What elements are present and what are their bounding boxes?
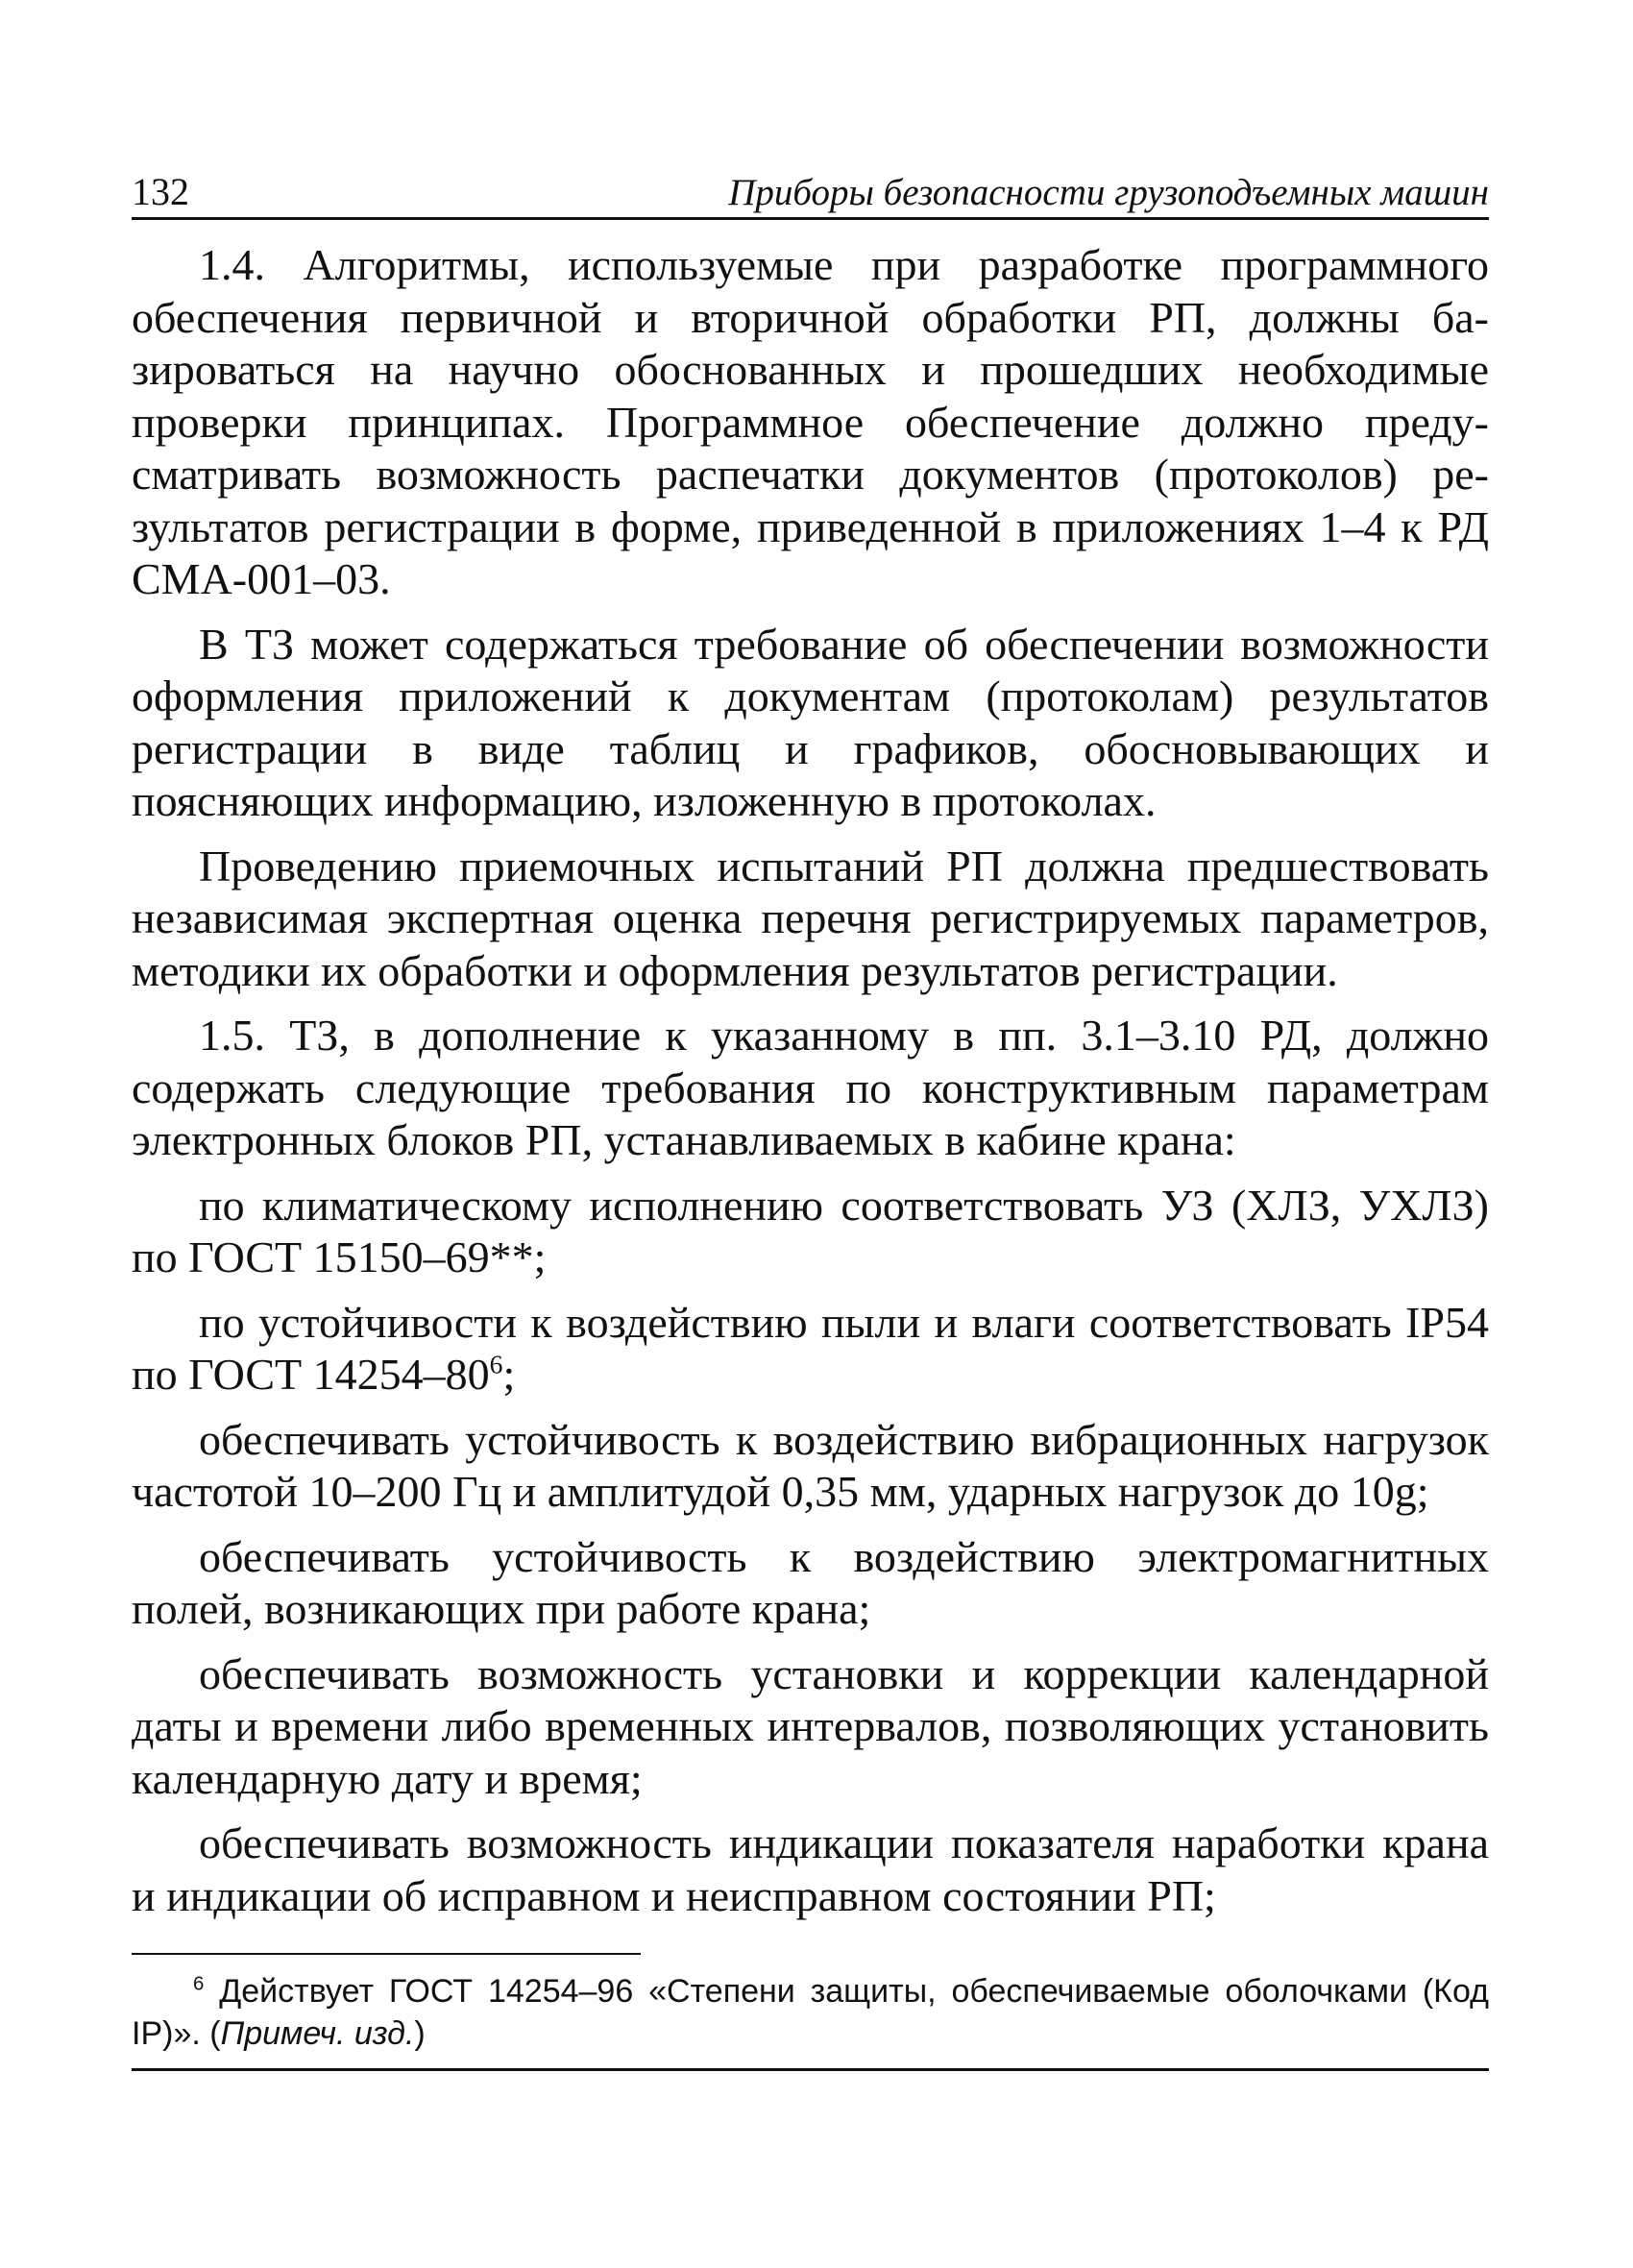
footnote-editor-note: Примеч. изд. (220, 2015, 415, 2052)
paragraph: Проведению приемочных испытаний РП должна предшествовать независимая экспертная оценка перечня регистрируемых параметров, методики их обработки и оформления результатов регистрации. (132, 841, 1489, 995)
paragraph: по климатическому исполнению соответствовать УЗ (ХЛЗ, УХЛЗ) по ГОСТ 15150–69**; (132, 1180, 1489, 1281)
paragraph: обеспечивать устойчивость к воздействию вибрационных нагрузок частотой 10–200 Гц и амплитудой 0,35 мм, ударных нагрузок до 10g; (132, 1414, 1489, 1516)
paragraph: 1.5. ТЗ, в дополнение к указанному в пп. 3.1–3.10 РД, должно содержать следующие требования по конструктивным параметрам электронных блоков РП, устанавливаемых в кабине крана: (132, 1011, 1489, 1164)
paragraph: В ТЗ может содержаться требование об обеспечении возможности оформления приложений к документам (протоколам) результатов регистрации в виде таблиц и графиков, обосновывающих и поясняющих информацию, изложенную в протоколах. (132, 619, 1489, 825)
footnote-close: ) (414, 2015, 426, 2052)
document-page (132, 163, 1489, 2071)
paragraph-ip54 (132, 1297, 1489, 1402)
paragraph-text-end: ; (502, 1350, 516, 1399)
bottom-divider (132, 2068, 1489, 2071)
paragraph: обеспечивать устойчивость к воздействию электромагнитных полей, возникающих при работе крана; (132, 1531, 1489, 1633)
footnote-marker: 6 (193, 1973, 205, 1995)
paragraph: обеспечивать возможность индикации показателя наработки крана и индикации об исправном и неисправном состоянии РП; (132, 1818, 1489, 1920)
paragraph: обеспечивать возможность установки и коррекции календарной даты и времени либо временных интервалов, позволяющих установить календарную дату и время; (132, 1648, 1489, 1803)
footnote-text: Действует ГОСТ 14254–96 «Степени защиты, обеспечиваемые оболочками (Код IP)». ( (132, 1973, 1489, 2052)
running-title: Приборы безопасности грузоподъемных машин (728, 172, 1489, 213)
page-number: 132 (132, 170, 189, 213)
paragraph-text: по устойчивости к воздействию пыли и влаги соответствовать IP54 по ГОСТ 14254–80 (132, 1297, 1489, 1399)
footnote-divider (132, 1953, 641, 1955)
footnote (132, 1970, 1489, 2055)
footnote-reference: 6 (489, 1349, 503, 1379)
page-header (132, 163, 1489, 220)
paragraph: 1.4. Алгоритмы, используемые при разработке программного обеспечения первичной и вторичной обработки РП, должны базироваться на научно обоснованных и прошедших необходимые проверки принципах. Программное обеспечение должно предусматривать возможность распечатки документов (протоколов) результатов регистрации в форме, приведенной в приложениях 1–4 к РД СМА-001–03. (132, 240, 1489, 603)
body-text (132, 239, 1489, 1922)
